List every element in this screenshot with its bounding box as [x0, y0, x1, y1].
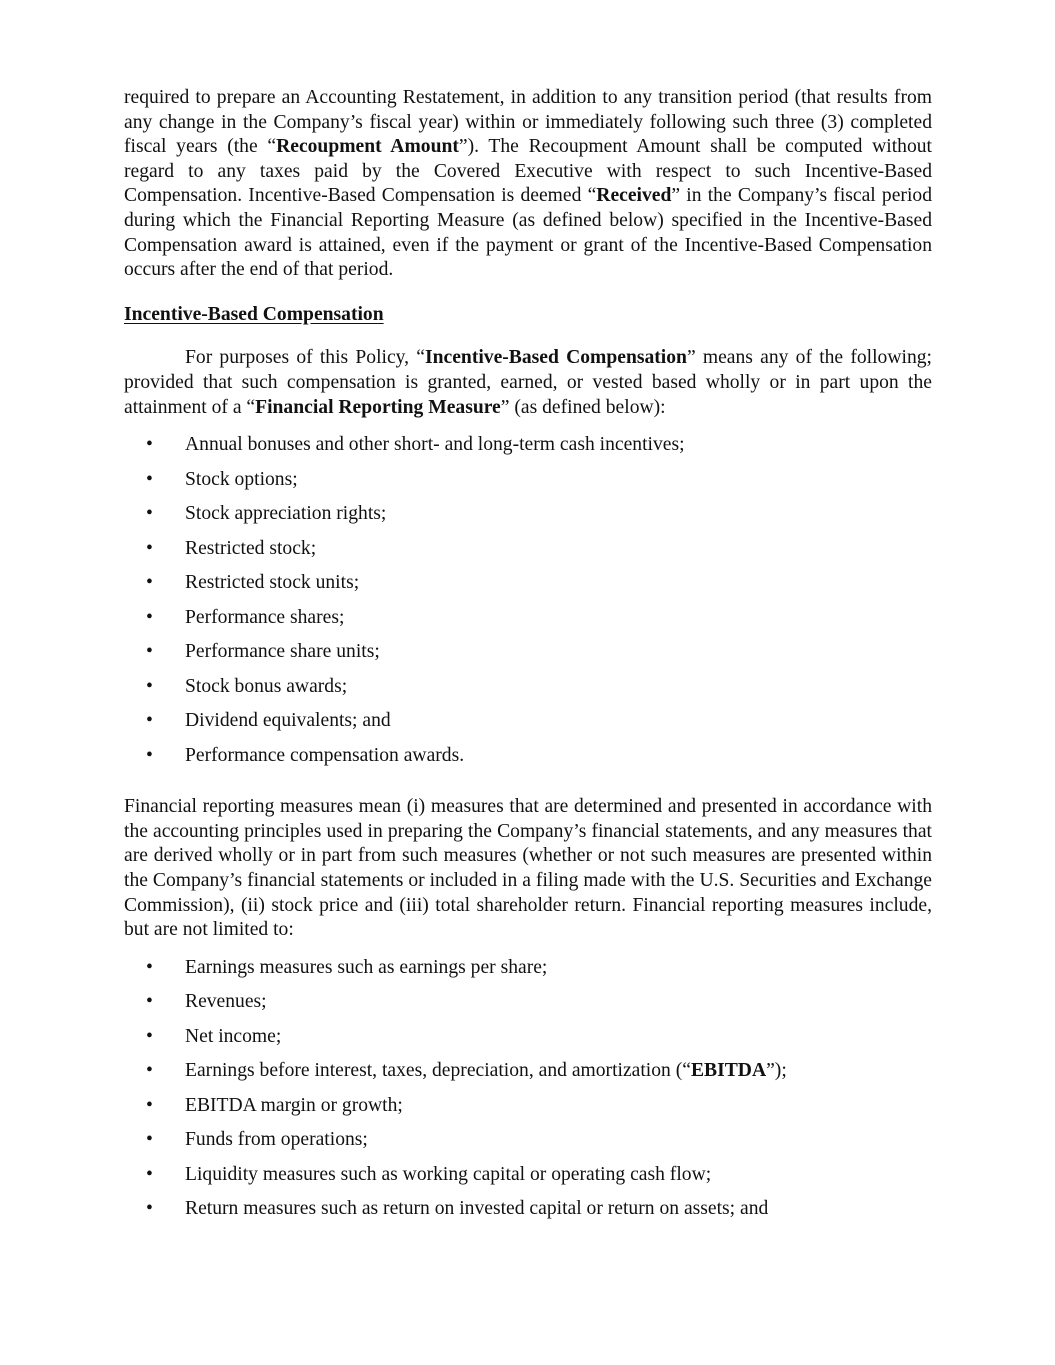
- list-item-text: Performance shares;: [185, 606, 345, 628]
- paragraph-text: ” means any of the following; provided that such compensation is granted, earned, or vested based wholly or in part upon the attainment of a “: [124, 347, 932, 418]
- list-item: [124, 744, 932, 779]
- list-item-text: Stock appreciation rights;: [185, 503, 387, 525]
- list-item: [124, 640, 932, 675]
- list-item: [124, 606, 932, 641]
- bullet-icon: •: [146, 1060, 153, 1082]
- bullet-icon: •: [146, 468, 153, 490]
- bullet-icon: •: [146, 537, 153, 559]
- list-item: [124, 433, 932, 468]
- bullet-icon: •: [146, 1094, 153, 1116]
- list-item: [124, 1197, 932, 1232]
- list-item-text: EBITDA margin or growth;: [185, 1094, 403, 1116]
- bullet-icon: •: [146, 991, 153, 1013]
- bullet-icon: •: [146, 744, 153, 766]
- list-item-text: Liquidity measures such as working capital or operating cash flow;: [185, 1163, 712, 1185]
- list-item: [124, 956, 932, 991]
- list-item: [124, 990, 932, 1025]
- defined-term-incentive-based-compensation: Incentive-Based Compensation: [425, 347, 687, 369]
- bullet-icon: •: [146, 675, 153, 697]
- recoupment-paragraph: [124, 86, 932, 283]
- bullet-icon: •: [146, 956, 153, 978]
- list-item-text: Funds from operations;: [185, 1129, 368, 1151]
- list-item-text: Restricted stock units;: [185, 572, 360, 594]
- document-page: [124, 86, 932, 1232]
- list-item: [124, 1094, 932, 1129]
- paragraph-text: ” (as defined below):: [500, 396, 666, 418]
- list-item: [124, 502, 932, 537]
- bullet-icon: •: [146, 1025, 153, 1047]
- list-item-text: Stock options;: [185, 468, 298, 490]
- bullet-icon: •: [146, 434, 153, 456]
- defined-term-recoupment-amount: Recoupment Amount: [276, 136, 459, 158]
- paragraph-text: ” in the Company’s fiscal period during which the Financial Reporting Measure (as defined below) specified in the Incentive-Based Compensation award is attained, even if the payment or grant of the Incentive-Based Compensation occurs after the end of that period.: [124, 185, 932, 281]
- list-item-text: Annual bonuses and other short- and long-term cash incentives;: [185, 434, 685, 456]
- list-item-text: Earnings before interest, taxes, depreciation, and amortization (“: [185, 1060, 691, 1082]
- compensation-list: [124, 433, 932, 778]
- list-item-text: Performance compensation awards.: [185, 744, 465, 766]
- list-item-text: Earnings measures such as earnings per share;: [185, 956, 548, 978]
- bullet-icon: •: [146, 572, 153, 594]
- list-item: [124, 1059, 932, 1094]
- bullet-icon: •: [146, 606, 153, 628]
- list-item: [124, 571, 932, 606]
- paragraph-text: For purposes of this Policy, “: [185, 347, 425, 369]
- paragraph-text: ”). The Recoupment Amount shall be computed without regard to any taxes paid by the Covered Executive with respect to such Incentive-Based Compensation. Incentive-Based Compensation is deemed “: [124, 136, 932, 207]
- list-item-text: Revenues;: [185, 991, 267, 1013]
- list-item: [124, 1163, 932, 1198]
- list-item-text: Net income;: [185, 1025, 282, 1047]
- list-item-text: Performance share units;: [185, 641, 380, 663]
- list-item-text: ”);: [766, 1060, 787, 1082]
- list-item: [124, 537, 932, 572]
- list-item-text: Return measures such as return on invested capital or return on assets; and: [185, 1198, 769, 1220]
- list-item-text: Stock bonus awards;: [185, 675, 348, 697]
- list-item-text: Restricted stock;: [185, 537, 317, 559]
- list-item: [124, 675, 932, 710]
- incentive-definition-paragraph: [124, 346, 932, 420]
- measures-list: [124, 956, 932, 1232]
- list-item: [124, 1128, 932, 1163]
- bullet-icon: •: [146, 1163, 153, 1185]
- list-item: [124, 709, 932, 744]
- bullet-icon: •: [146, 1198, 153, 1220]
- bullet-icon: •: [146, 503, 153, 525]
- list-item-text: Dividend equivalents; and: [185, 710, 391, 732]
- bullet-icon: •: [146, 710, 153, 732]
- list-item: [124, 468, 932, 503]
- defined-term-ebitda: EBITDA: [690, 1060, 767, 1082]
- financial-measures-paragraph: Financial reporting measures mean (i) measures that are determined and presented in accordance with the accounting principles used in preparing the Company’s financial statements, and any measures that are derived wholly or in part from such measures (whether or not such measures are presented within the Company’s financial statements or included in a filing made with the U.S. Securities and Exchange Commission), (ii) stock price and (iii) total shareholder return. Financial reporting measures include, but are not limited to:: [124, 796, 932, 941]
- paragraph-text: required to prepare an Accounting Restatement, in addition to any transition period (that results from any change in the Company’s fiscal year) within or immediately following such three (3) completed fiscal years (the “: [124, 87, 932, 158]
- section-heading: Incentive-Based Compensation: [124, 303, 384, 325]
- defined-term-financial-reporting-measure: Financial Reporting Measure: [255, 396, 501, 418]
- defined-term-received: Received: [596, 185, 672, 207]
- bullet-icon: •: [146, 1129, 153, 1151]
- list-item: [124, 1025, 932, 1060]
- bullet-icon: •: [146, 641, 153, 663]
